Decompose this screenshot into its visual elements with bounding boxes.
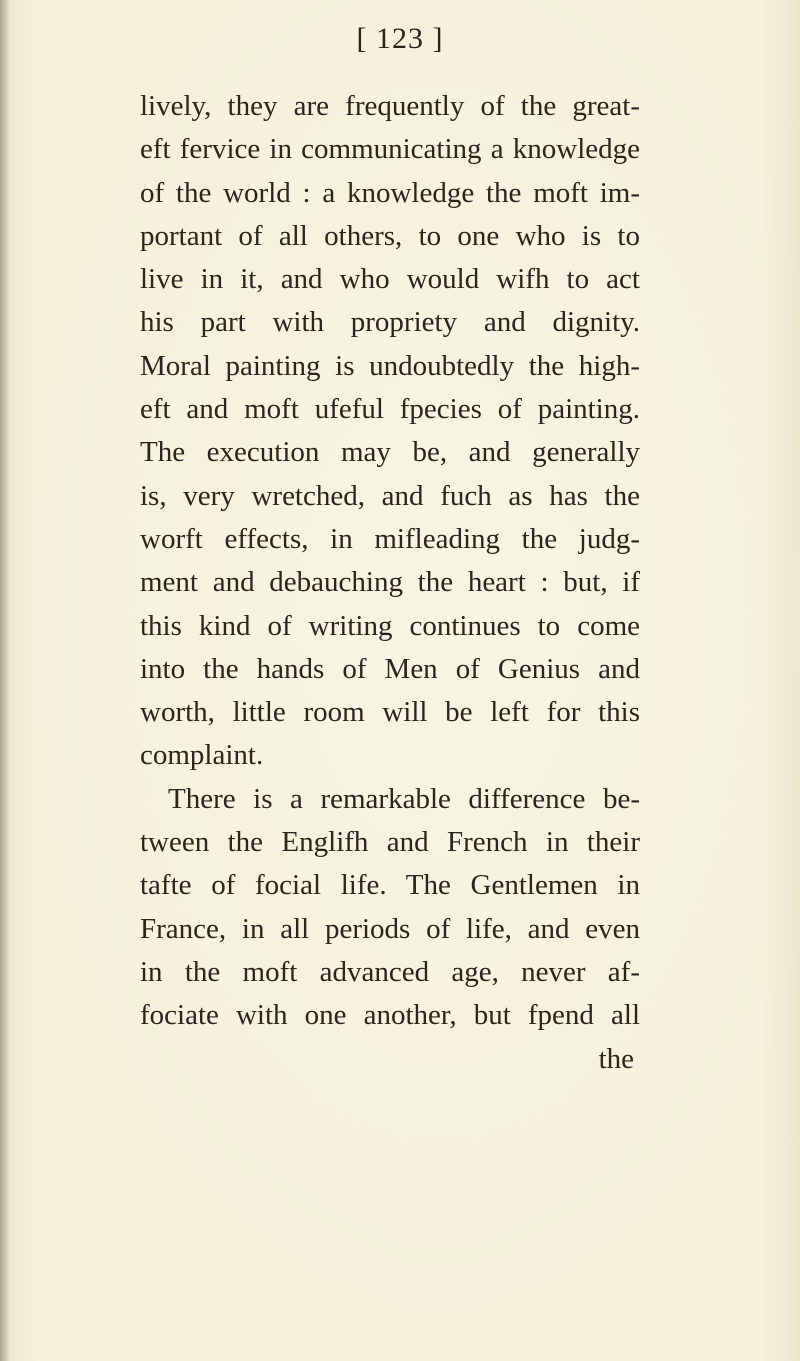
text-line: live in it, and who would wifh to act	[140, 263, 640, 296]
text-line: portant of all others, to one who is to	[140, 219, 640, 252]
text-line: ment and debauching the heart : but, if	[140, 566, 640, 599]
body-text	[140, 85, 640, 1081]
text-line: tafte of focial life. The Gentlemen in	[140, 869, 640, 902]
text-line: fociate with one another, but fpend all	[140, 999, 640, 1032]
text-line: into the hands of Men of Genius and	[140, 652, 640, 685]
text-line: Moral painting is undoubtedly the high-	[140, 349, 640, 382]
text-line: France, in all periods of life, and even	[140, 912, 640, 945]
text-line: this kind of writing continues to come	[140, 609, 640, 642]
page-number: [ 123 ]	[356, 22, 444, 55]
text-line: is, very wretched, and fuch as has the	[140, 479, 640, 512]
catchword: the	[598, 1042, 634, 1075]
paragraph-end-line: complaint.	[140, 739, 264, 772]
paragraph-start-line: There is a remarkable difference be-	[168, 782, 640, 815]
text-line: eft and moft ufeful fpecies of painting.	[140, 393, 640, 426]
text-line: eft fervice in communicating a knowledge	[140, 133, 640, 166]
text-line: The execution may be, and generally	[140, 436, 640, 469]
text-line: worft effects, in mifleading the judg-	[140, 522, 640, 555]
text-line: his part with propriety and dignity.	[140, 306, 640, 339]
text-line: lively, they are frequently of the great-	[140, 90, 640, 122]
text-line: worth, little room will be left for this	[140, 696, 640, 729]
text-line: in the moft advanced age, never af-	[140, 955, 640, 988]
text-line: tween the Englifh and French in their	[140, 826, 640, 859]
binding-shadow	[0, 0, 10, 1361]
text-line: of the world : a knowledge the moft im-	[140, 176, 640, 209]
